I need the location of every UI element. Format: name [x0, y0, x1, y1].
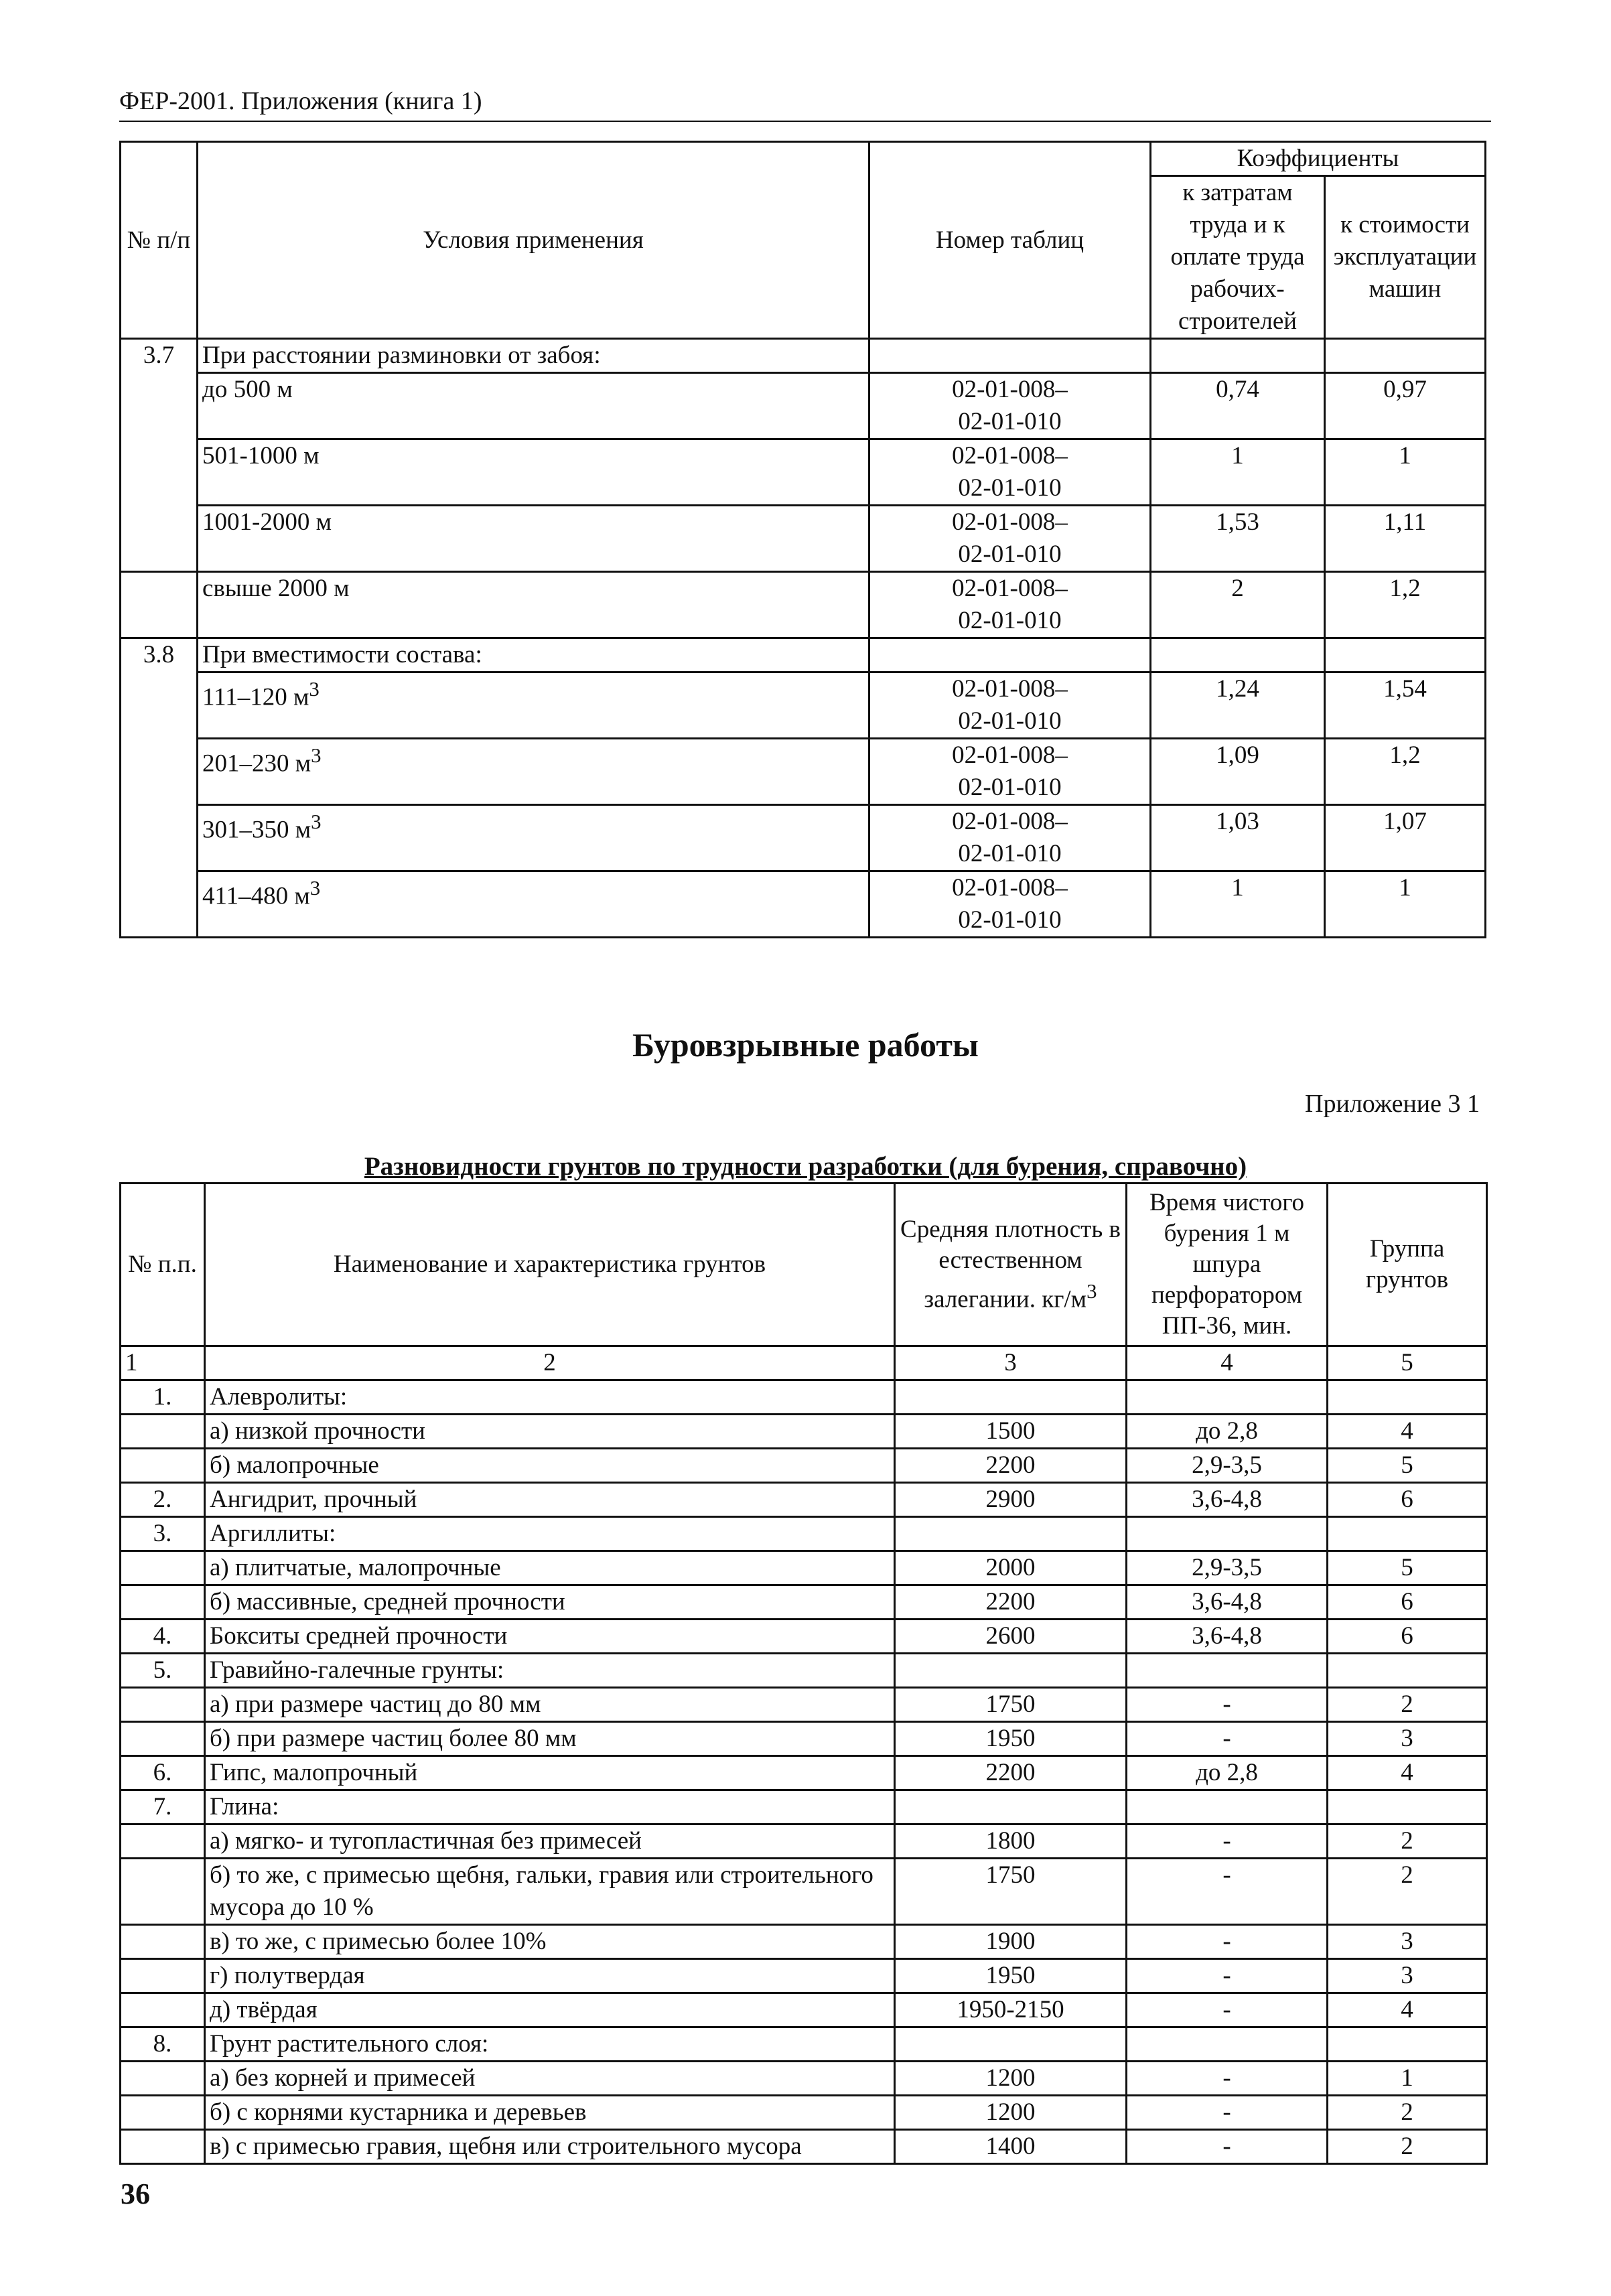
table-code-cell: 02-01-008– 02-01-010: [869, 572, 1151, 638]
drilling-time-cell: -: [1127, 1925, 1328, 1959]
condition-cell: 111–120 $м^3$: [198, 672, 869, 739]
table-row: [121, 1585, 1487, 1620]
row-num-cell: 4.: [121, 1620, 205, 1654]
header-num: № п/п: [121, 142, 198, 339]
soil-group-cell: 1: [1328, 2062, 1487, 2096]
row-num-cell: [121, 1959, 205, 1993]
labor-coef-cell: 1,24: [1151, 672, 1325, 739]
soil-name-cell: Глина:: [205, 1790, 895, 1824]
density-cell: 2200: [895, 1585, 1127, 1620]
density-cell: [895, 1790, 1127, 1824]
drilling-time-cell: до 2,8: [1127, 1415, 1328, 1449]
drilling-time-cell: -: [1127, 1688, 1328, 1722]
row-num-cell: 1.: [121, 1380, 205, 1415]
table-row: [121, 1415, 1487, 1449]
density-cell: [895, 2027, 1127, 2062]
machine-coef-cell: 1,07: [1325, 805, 1486, 871]
soil-name-cell: б) массивные, средней прочности: [205, 1585, 895, 1620]
table-code-cell: 02-01-008– 02-01-010: [869, 672, 1151, 739]
density-cell: 1500: [895, 1415, 1127, 1449]
soil-group-cell: [1328, 1790, 1487, 1824]
drilling-time-cell: [1127, 1790, 1328, 1824]
row-num-cell: 2.: [121, 1483, 205, 1517]
column-number: 1: [121, 1346, 205, 1380]
row-num-cell: [121, 1551, 205, 1585]
page-number: 36: [121, 2177, 150, 2210]
table-row: [121, 1654, 1487, 1688]
row-num-cell: [121, 1859, 205, 1925]
table-row: [121, 871, 1486, 938]
table-row: [121, 1620, 1487, 1654]
row-num-cell: [121, 1449, 205, 1483]
drilling-time-cell: -: [1127, 1993, 1328, 2027]
labor-coef-cell: 1: [1151, 439, 1325, 506]
row-num-cell: [121, 1925, 205, 1959]
table-row: [121, 439, 1486, 506]
soil-group-cell: 3: [1328, 1722, 1487, 1756]
labor-coef-cell: 0,74: [1151, 373, 1325, 439]
condition-cell: свыше 2000 м: [198, 572, 869, 638]
table-row: [121, 1824, 1487, 1859]
table-row: [121, 2096, 1487, 2130]
soil-group-cell: 2: [1328, 1824, 1487, 1859]
density-cell: [895, 1517, 1127, 1551]
row-num-cell: [121, 2096, 205, 2130]
row-num-cell: 8.: [121, 2027, 205, 2062]
table-code-cell: 02-01-008– 02-01-010: [869, 871, 1151, 938]
soil-name-cell: Гипс, малопрочный: [205, 1756, 895, 1790]
soil-name-cell: в) то же, с примесью более 10%: [205, 1925, 895, 1959]
table-row: [121, 672, 1486, 739]
drilling-time-cell: 3,6-4,8: [1127, 1483, 1328, 1517]
machine-coef-cell: 1,54: [1325, 672, 1486, 739]
table-caption: Разновидности грунтов по трудности разработки (для бурения, справочно): [364, 1152, 1247, 1181]
drilling-time-cell: -: [1127, 1859, 1328, 1925]
soil-types-table: [119, 1182, 1488, 2165]
soil-group-cell: 2: [1328, 1859, 1487, 1925]
row-num-cell: 3.: [121, 1517, 205, 1551]
condition-cell: 201–230 $м^3$: [198, 739, 869, 805]
soil-group-cell: [1328, 2027, 1487, 2062]
row-num-cell: 7.: [121, 1790, 205, 1824]
machine-coef-cell: 1,11: [1325, 506, 1486, 572]
soil-group-cell: 4: [1328, 1756, 1487, 1790]
table-row: [121, 2130, 1487, 2164]
row-num-cell: [121, 1688, 205, 1722]
density-cell: 1750: [895, 1688, 1127, 1722]
soil-name-cell: д) твёрдая: [205, 1993, 895, 2027]
row-num-cell: [121, 1585, 205, 1620]
header-machine-coef: к стоимости эксплуатации машин: [1325, 176, 1486, 339]
soil-name-cell: а) при размере частиц до 80 мм: [205, 1688, 895, 1722]
soil-group-cell: 6: [1328, 1483, 1487, 1517]
labor-coef-cell: 1: [1151, 871, 1325, 938]
header-soil-group: Группа грунтов: [1328, 1183, 1487, 1346]
table-row: [121, 2027, 1487, 2062]
header-soil-name: Наименование и характеристика грунтов: [205, 1183, 895, 1346]
soil-name-cell: Грунт растительного слоя:: [205, 2027, 895, 2062]
labor-coef-cell: 1,09: [1151, 739, 1325, 805]
machine-coef-cell: 1: [1325, 439, 1486, 506]
section-title: Буровзрывные работы: [632, 1026, 979, 1064]
group-row: [121, 638, 1486, 672]
labor-coef-cell: 1,03: [1151, 805, 1325, 871]
header-table-number: Номер таблиц: [869, 142, 1151, 339]
drilling-time-cell: -: [1127, 1824, 1328, 1859]
machine-coef-cell: 1: [1325, 871, 1486, 938]
soil-name-cell: а) без корней и примесей: [205, 2062, 895, 2096]
column-number: 3: [895, 1346, 1127, 1380]
table-row: [121, 373, 1486, 439]
table-row: [121, 1993, 1487, 2027]
soil-group-cell: 5: [1328, 1551, 1487, 1585]
density-cell: 1950: [895, 1959, 1127, 1993]
labor-coef-cell: 2: [1151, 572, 1325, 638]
table-code-cell: 02-01-008– 02-01-010: [869, 739, 1151, 805]
row-num-cell: [121, 1722, 205, 1756]
soil-name-cell: Аргиллиты:: [205, 1517, 895, 1551]
drilling-time-cell: -: [1127, 1722, 1328, 1756]
condition-cell: до 500 м: [198, 373, 869, 439]
soil-group-cell: 4: [1328, 1415, 1487, 1449]
table-row: [121, 1449, 1487, 1483]
table-row: [121, 1688, 1487, 1722]
row-num-cell: [121, 1415, 205, 1449]
soil-group-cell: 2: [1328, 2130, 1487, 2164]
row-num-cell: [121, 1824, 205, 1859]
soil-group-cell: [1328, 1654, 1487, 1688]
table-row: [121, 1517, 1487, 1551]
density-cell: 2200: [895, 1756, 1127, 1790]
soil-name-cell: г) полутвердая: [205, 1959, 895, 1993]
soil-group-cell: 6: [1328, 1620, 1487, 1654]
soil-name-cell: Ангидрит, прочный: [205, 1483, 895, 1517]
column-numbers-row: [121, 1346, 1487, 1380]
row-num-cell: 5.: [121, 1654, 205, 1688]
page-header: ФЕР-2001. Приложения (книга 1): [119, 86, 1491, 122]
header-density: Средняя плотность в естественном залегании. $кг/м^3$: [895, 1183, 1127, 1346]
row-num-cell: [121, 1993, 205, 2027]
drilling-time-cell: 3,6-4,8: [1127, 1585, 1328, 1620]
soil-name-cell: б) с корнями кустарника и деревьев: [205, 2096, 895, 2130]
soil-name-cell: а) мягко- и тугопластичная без примесей: [205, 1824, 895, 1859]
drilling-time-cell: -: [1127, 2062, 1328, 2096]
drilling-time-cell: -: [1127, 2096, 1328, 2130]
soil-group-cell: 3: [1328, 1959, 1487, 1993]
soil-group-cell: 4: [1328, 1993, 1487, 2027]
soil-group-cell: 2: [1328, 1688, 1487, 1722]
appendix-label: Приложение 3 1: [1305, 1090, 1480, 1118]
soil-group-cell: [1328, 1380, 1487, 1415]
soil-group-cell: 6: [1328, 1585, 1487, 1620]
soil-name-cell: в) с примесью гравия, щебня или строительного мусора: [205, 2130, 895, 2164]
table-row: [121, 1722, 1487, 1756]
condition-cell: 1001-2000 м: [198, 506, 869, 572]
density-cell: 1950-2150: [895, 1993, 1127, 2027]
header-labor-coef: к затратам труда и к оплате труда рабочих-строителей: [1151, 176, 1325, 339]
density-cell: 1200: [895, 2062, 1127, 2096]
labor-coef-cell: 1,53: [1151, 506, 1325, 572]
condition-cell: 301–350 $м^3$: [198, 805, 869, 871]
header-coefficients: Коэффициенты: [1151, 142, 1486, 176]
density-cell: 1800: [895, 1824, 1127, 1859]
soil-group-cell: 2: [1328, 2096, 1487, 2130]
soil-name-cell: Алевролиты:: [205, 1380, 895, 1415]
drilling-time-cell: 2,9-3,5: [1127, 1449, 1328, 1483]
soil-name-cell: Бокситы средней прочности: [205, 1620, 895, 1654]
group-title: При вместимости состава:: [198, 638, 869, 672]
table-row: [121, 1790, 1487, 1824]
machine-coef-cell: 0,97: [1325, 373, 1486, 439]
group-num: 3.7: [121, 339, 198, 572]
soil-name-cell: а) плитчатые, малопрочные: [205, 1551, 895, 1585]
group-row: [121, 339, 1486, 373]
table-row: [121, 1959, 1487, 1993]
drilling-time-cell: [1127, 1380, 1328, 1415]
table-code-cell: 02-01-008– 02-01-010: [869, 506, 1151, 572]
density-cell: 2200: [895, 1449, 1127, 1483]
table-row: [121, 805, 1486, 871]
soil-group-cell: 3: [1328, 1925, 1487, 1959]
machine-coef-cell: 1,2: [1325, 572, 1486, 638]
table-row: [121, 1380, 1487, 1415]
density-cell: 2900: [895, 1483, 1127, 1517]
drilling-time-cell: 2,9-3,5: [1127, 1551, 1328, 1585]
soil-name-cell: б) малопрочные: [205, 1449, 895, 1483]
row-num-cell: [121, 2130, 205, 2164]
table-row: [121, 2062, 1487, 2096]
table-row: [121, 1483, 1487, 1517]
density-cell: 1750: [895, 1859, 1127, 1925]
density-cell: 2600: [895, 1620, 1127, 1654]
table-row: [121, 572, 1486, 638]
column-number: 5: [1328, 1346, 1487, 1380]
table-row: [121, 506, 1486, 572]
density-cell: 1200: [895, 2096, 1127, 2130]
density-cell: [895, 1654, 1127, 1688]
density-cell: 1900: [895, 1925, 1127, 1959]
soil-group-cell: [1328, 1517, 1487, 1551]
table-code-cell: 02-01-008– 02-01-010: [869, 805, 1151, 871]
machine-coef-cell: 1,2: [1325, 739, 1486, 805]
density-cell: [895, 1380, 1127, 1415]
drilling-time-cell: [1127, 2027, 1328, 2062]
condition-cell: 501-1000 м: [198, 439, 869, 506]
drilling-time-cell: [1127, 1654, 1328, 1688]
table-row: [121, 739, 1486, 805]
column-number: 4: [1127, 1346, 1328, 1380]
group-num: 3.8: [121, 638, 198, 938]
soil-name-cell: а) низкой прочности: [205, 1415, 895, 1449]
row-num-cell: [121, 2062, 205, 2096]
drilling-time-cell: 3,6-4,8: [1127, 1620, 1328, 1654]
drilling-time-cell: -: [1127, 2130, 1328, 2164]
table-code-cell: 02-01-008– 02-01-010: [869, 439, 1151, 506]
table-code-cell: 02-01-008– 02-01-010: [869, 373, 1151, 439]
drilling-time-cell: [1127, 1517, 1328, 1551]
table-row: [121, 1551, 1487, 1585]
table-row: [121, 1925, 1487, 1959]
coefficients-table: [119, 141, 1486, 938]
table-row: [121, 1756, 1487, 1790]
density-cell: 2000: [895, 1551, 1127, 1585]
soil-name-cell: б) то же, с примесью щебня, гальки, гравия или строительного мусора до 10 %: [205, 1859, 895, 1925]
drilling-time-cell: до 2,8: [1127, 1756, 1328, 1790]
soil-name-cell: Гравийно-галечные грунты:: [205, 1654, 895, 1688]
density-cell: 1950: [895, 1722, 1127, 1756]
column-number: 2: [205, 1346, 895, 1380]
group-title: При расстоянии разминовки от забоя:: [198, 339, 869, 373]
header-num: № п.п.: [121, 1183, 205, 1346]
header-drilling-time: Время чистого бурения 1 м шпура перфоратором ПП-36, мин.: [1127, 1183, 1328, 1346]
soil-group-cell: 5: [1328, 1449, 1487, 1483]
row-num-cell: 6.: [121, 1756, 205, 1790]
drilling-time-cell: -: [1127, 1959, 1328, 1993]
condition-cell: 411–480 $м^3$: [198, 871, 869, 938]
density-cell: 1400: [895, 2130, 1127, 2164]
header-conditions: Условия применения: [198, 142, 869, 339]
soil-name-cell: б) при размере частиц более 80 мм: [205, 1722, 895, 1756]
table-row: [121, 1859, 1487, 1925]
